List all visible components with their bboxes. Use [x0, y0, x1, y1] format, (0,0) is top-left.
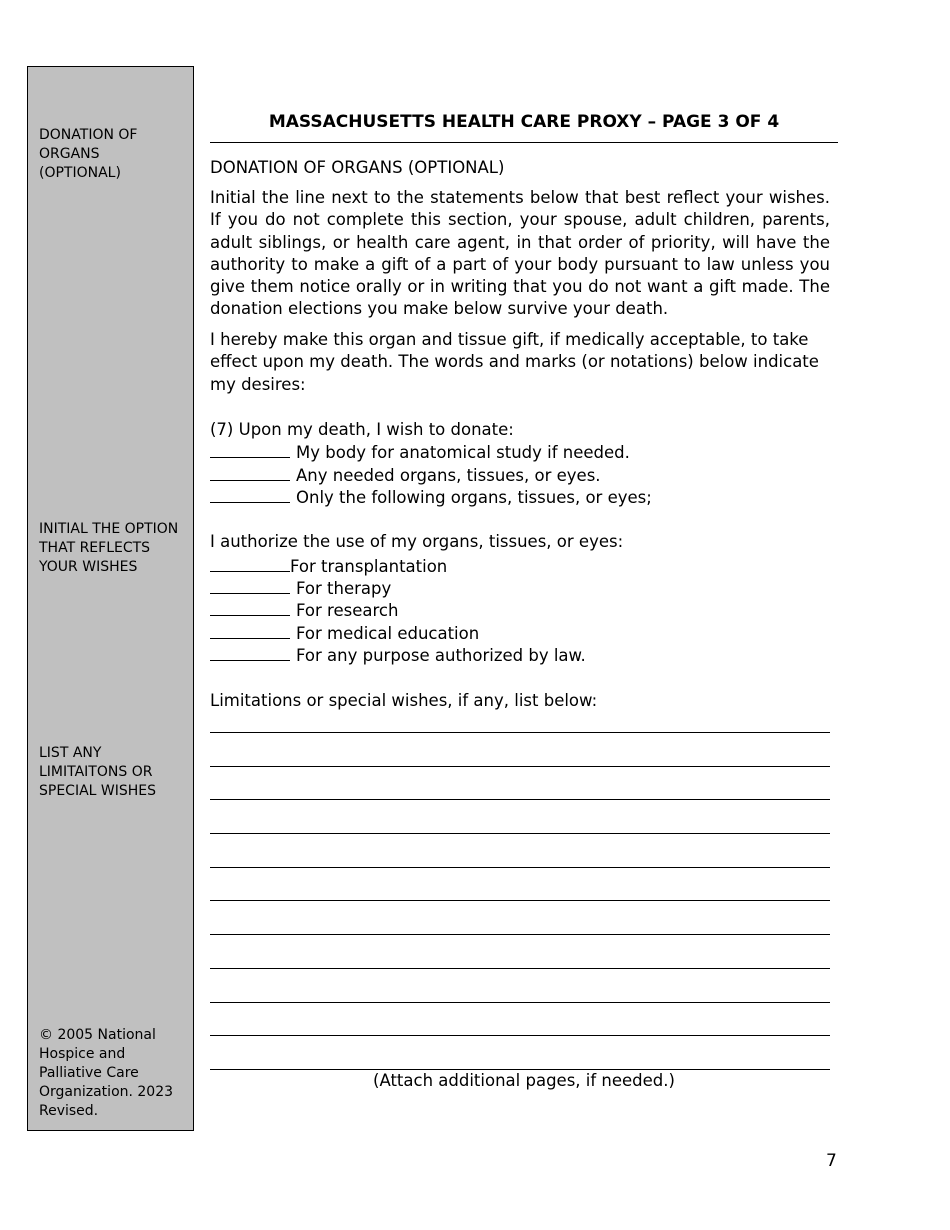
limitations-line[interactable] — [210, 968, 830, 969]
limitations-line[interactable] — [210, 934, 830, 935]
limitations-line[interactable] — [210, 833, 830, 834]
page-number: 7 — [826, 1151, 837, 1171]
sidebar-note-donation: DONATION OF ORGANS (OPTIONAL) — [39, 127, 138, 181]
authorize-option-row — [210, 555, 830, 578]
limitations-line[interactable] — [210, 867, 830, 868]
initial-line[interactable] — [210, 577, 290, 594]
authorize-option-label: For medical education — [296, 624, 480, 643]
attach-note: (Attach additional pages, if needed.) — [373, 1071, 675, 1090]
instructions-paragraph: Initial the line next to the statements below that best reflect your wishes. If you do not complete this section, your spouse, adult children, parents, adult siblings, or health care agent, in that order of priority, will have the authority to make a gift of a part of your body pursuant to law unless you give them notice orally or in writing that you do not want a gift made. The donation elections you make below survive your death. — [210, 188, 830, 319]
initial-line[interactable] — [210, 464, 290, 481]
section-heading: DONATION OF ORGANS (OPTIONAL) — [210, 158, 505, 177]
donate-option-row — [210, 441, 830, 464]
limitations-heading: Limitations or special wishes, if any, list below: — [210, 691, 598, 710]
donate-option-row — [210, 486, 830, 509]
gift-statement-paragraph: I hereby make this organ and tissue gift, if medically acceptable, to take effect upon my death. The words and marks (or notations) below indicate my desires: — [210, 330, 819, 394]
limitations-line[interactable] — [210, 732, 830, 733]
authorize-option-label: For research — [296, 601, 399, 620]
initial-line[interactable] — [210, 486, 290, 503]
sidebar-copyright: © 2005 National Hospice and Palliative Care Organization. 2023 Revised. — [39, 1027, 174, 1119]
donate-option-label: Any needed organs, tissues, or eyes. — [296, 466, 601, 485]
limitations-line[interactable] — [210, 900, 830, 901]
initial-line[interactable] — [210, 644, 290, 661]
authorize-option-label: For transplantation — [290, 557, 448, 576]
page-title: MASSACHUSETTS HEALTH CARE PROXY – PAGE 3 OF 4 — [268, 112, 780, 132]
initial-line[interactable] — [210, 555, 290, 572]
authorize-option-label: For therapy — [296, 579, 392, 598]
authorize-heading: I authorize the use of my organs, tissues, or eyes: — [210, 532, 624, 551]
limitations-line[interactable] — [210, 1069, 830, 1070]
donate-option-label: My body for anatomical study if needed. — [296, 443, 630, 462]
initial-line[interactable] — [210, 599, 290, 616]
sidebar-note-limitations: LIST ANY LIMITAITONS OR SPECIAL WISHES — [39, 745, 157, 799]
title-divider — [210, 142, 838, 143]
authorize-option-row — [210, 577, 830, 600]
donate-option-label: Only the following organs, tissues, or eyes; — [296, 488, 652, 507]
donate-option-row — [210, 464, 830, 487]
authorize-option-label: For any purpose authorized by law. — [296, 646, 586, 665]
initial-line[interactable] — [210, 441, 290, 458]
limitations-line[interactable] — [210, 766, 830, 767]
authorize-option-row — [210, 622, 830, 645]
sidebar-note-initial: INITIAL THE OPTION THAT REFLECTS YOUR WISHES — [39, 521, 179, 575]
margin-sidebar — [27, 66, 194, 1131]
initial-line[interactable] — [210, 622, 290, 639]
authorize-option-row — [210, 599, 830, 622]
donate-heading: (7) Upon my death, I wish to donate: — [210, 420, 514, 439]
authorize-option-row — [210, 644, 830, 667]
limitations-line[interactable] — [210, 1035, 830, 1036]
limitations-line[interactable] — [210, 799, 830, 800]
limitations-line[interactable] — [210, 1002, 830, 1003]
